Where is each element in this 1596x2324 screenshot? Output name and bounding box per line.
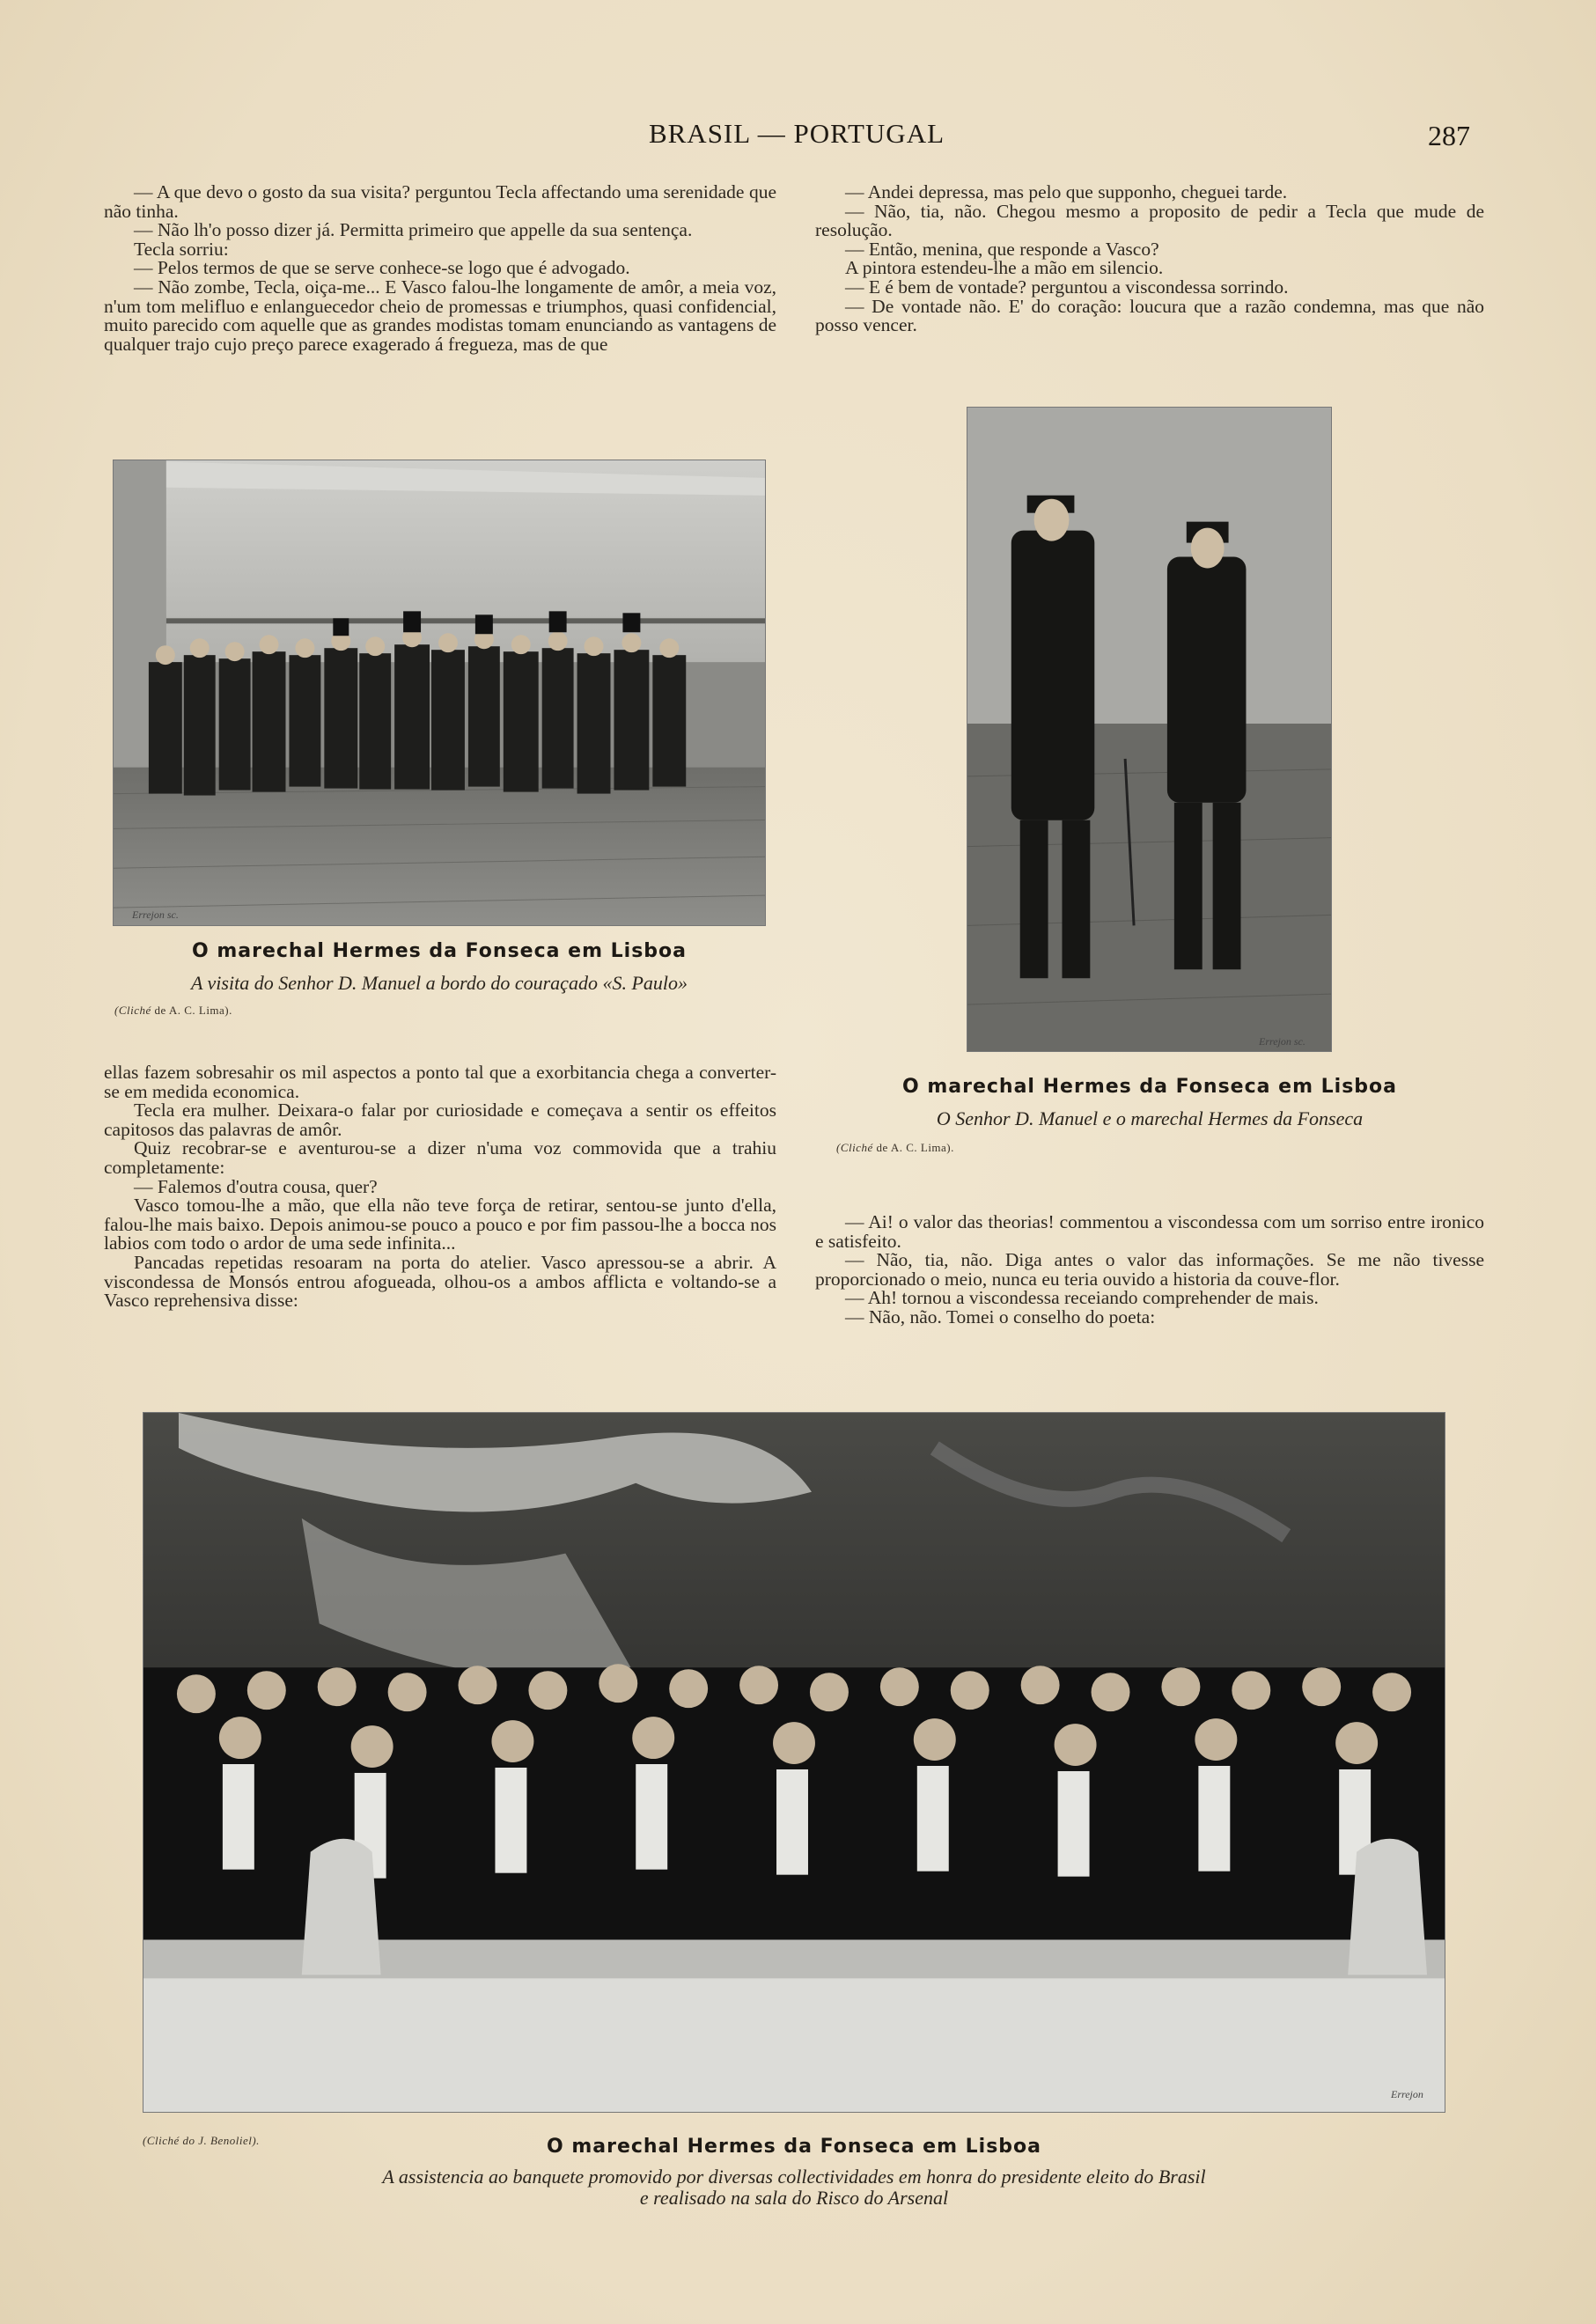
caption-title: O marechal Hermes da Fonseca em Lisboa xyxy=(546,2136,1042,2158)
paragraph: — E é bem de vontade? perguntou a viscondessa sorrindo. xyxy=(845,276,1289,298)
engraver-signature: Errejon sc. xyxy=(1259,1035,1305,1048)
paragraph: — Não zombe, Tecla, oiça-me... E Vasco falou-lhe longamente de amôr, a meia voz, n'um tom melifluo e enlanguecedor cheio de promessas e triumphos, quasi confidencial, muito parecido com aquelle que as grandes modistas tomam enunciando as vantagens de qualquer trajo cujo preço parece exagerado á fregueza, mas de que xyxy=(104,276,776,355)
paragraph: Quiz recobrar-se e aventurou-se a dizer n'uma voz commovida que a trahiu completamente: xyxy=(104,1137,776,1178)
text-column-mid-right xyxy=(815,1213,1484,1327)
paragraph: Pancadas repetidas resoaram na porta do atelier. Vasco apressou-se a abrir. A viscondessa de Monsós entrou afogueada, olhou-os a ambos afflicta e voltando-se a Vasco reprehensiva disse: xyxy=(104,1251,776,1312)
caption-subtitle: A visita do Senhor D. Manuel a bordo do couraçado «S. Paulo» xyxy=(190,972,688,994)
photo-ship-deck-group xyxy=(113,460,766,926)
paragraph: — Falemos d'outra cousa, quer? xyxy=(134,1175,378,1197)
engraver-signature: Errejon xyxy=(1391,2088,1423,2100)
paragraph: — Não, não. Tomei o conselho do poeta: xyxy=(845,1305,1156,1327)
text-column-top-left xyxy=(104,183,776,354)
photo-banquet xyxy=(143,1412,1445,2113)
running-header: BRASIL — PORTUGAL xyxy=(648,118,945,149)
caption-subtitle: O Senhor D. Manuel e o marechal Hermes da Fonseca xyxy=(936,1107,1364,1129)
photo-credit xyxy=(836,1141,954,1155)
paragraph: — De vontade não. E' do coração: loucura que a razão condemna, mas que não posso vencer. xyxy=(815,295,1484,336)
photo-credit: (Cliché do J. Benoliel). xyxy=(143,2134,260,2147)
credit-name: de A. C. Lima). xyxy=(876,1141,954,1154)
credit-name: de A. C. Lima). xyxy=(154,1004,232,1017)
paragraph: Vasco tomou-lhe a mão, que ella não teve força de retirar, sentou-se junto d'ella, falou-lhe mais baixo. Depois animou-se pouco a pouco e por fim passou-lhe a bocca nos labios com todo o ardor de uma sede infinita... xyxy=(104,1195,776,1254)
photo-credit xyxy=(114,1004,232,1018)
credit-label: (Cliché xyxy=(114,1004,151,1017)
caption-subtitle-line2: e realisado na sala do Risco do Arsenal xyxy=(639,2187,949,2209)
photo-two-men-standing xyxy=(967,407,1332,1052)
paragraph: — Pelos termos de que se serve conhece-se logo que é advogado. xyxy=(134,257,630,279)
paragraph: Tecla era mulher. Deixara-o falar por curiosidade e começava a sentir os effeitos capitosos das palavras de amôr. xyxy=(104,1099,776,1140)
text-column-mid-left xyxy=(104,1063,776,1311)
caption-title: O marechal Hermes da Fonseca em Lisboa xyxy=(901,1076,1398,1098)
caption-title: O marechal Hermes da Fonseca em Lisboa xyxy=(191,940,688,962)
engraver-signature: Errejon sc. xyxy=(132,908,179,921)
paragraph: — Não, tia, não. Chegou mesmo a proposito de pedir a Tecla que mude de resolução. xyxy=(815,200,1484,241)
paragraph: — Ah! tornou a viscondessa receiando comprehender de mais. xyxy=(845,1287,1319,1309)
paragraph: — Ai! o valor das theorias! commentou a viscondessa com um sorriso entre ironico e satisfeito. xyxy=(815,1211,1484,1252)
paragraph: — Não lh'o posso dizer já. Permitta primeiro que appelle da sua sentença. xyxy=(134,219,693,241)
text-column-top-right xyxy=(815,183,1484,335)
paragraph: — Então, menina, que responde a Vasco? xyxy=(845,238,1159,260)
caption-subtitle-line1: A assistencia ao banquete promovido por diversas collectividades em honra do presidente eleito do Brasil xyxy=(382,2166,1206,2188)
paragraph: — A que devo o gosto da sua visita? perguntou Tecla affectando uma serenidade que não tinha. xyxy=(104,181,776,222)
paragraph: — Não, tia, não. Diga antes o valor das informações. Se me não tivesse proporcionado o meio, nunca eu teria ouvido a historia da couve-flor. xyxy=(815,1249,1484,1290)
credit-label: (Cliché xyxy=(836,1141,873,1154)
paragraph: Tecla sorriu: xyxy=(134,238,229,260)
paragraph: — Andei depressa, mas pelo que supponho, cheguei tarde. xyxy=(845,181,1288,202)
paragraph: A pintora estendeu-lhe a mão em silencio. xyxy=(845,257,1164,279)
paragraph: ellas fazem sobresahir os mil aspectos a ponto tal que a exorbitancia chega a converter-se em medida economica. xyxy=(104,1062,776,1102)
page-number: 287 xyxy=(1428,120,1470,151)
